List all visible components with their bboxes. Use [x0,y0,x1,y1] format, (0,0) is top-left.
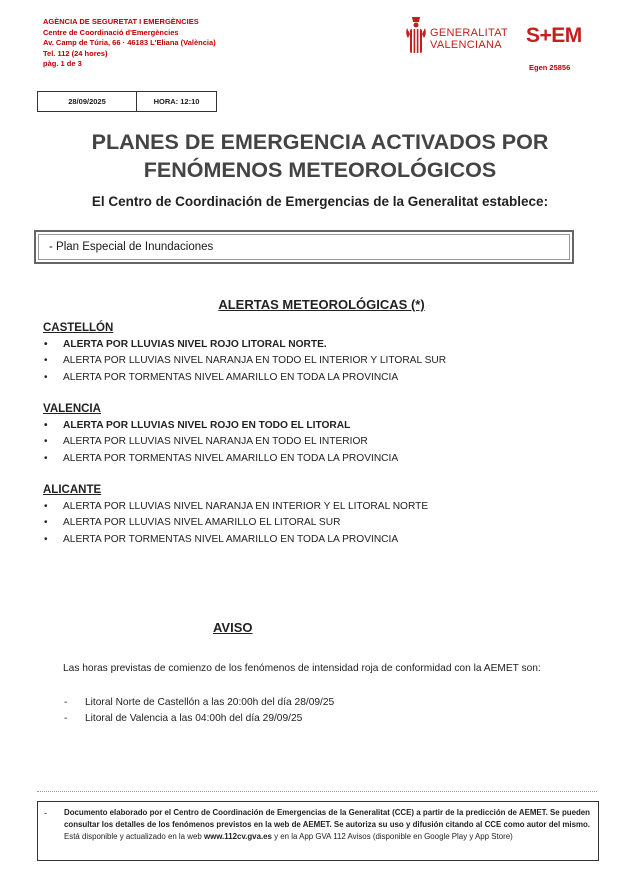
list-item: • ALERTA POR TORMENTAS NIVEL AMARILLO EN TODA LA PROVINCIA [43,451,398,467]
generalitat-emblem-icon [405,17,427,57]
agency-address: Av. Camp de Túria, 66 · 46183 L'Eliana (València) [43,38,216,47]
generalitat-logo [430,27,508,51]
agency-name: AGÈNCIA DE SEGURETAT I EMERGÈNCIES [43,17,199,26]
plan-text: - Plan Especial de Inundaciones [38,234,570,260]
list-item: • ALERTA POR LLUVIAS NIVEL ROJO EN TODO EL LITORAL [43,418,398,434]
footer-part-3: y en la App GVA 112 Avisos (disponible en Google Play y App Store) [271,832,513,841]
subtitle: El Centro de Coordinación de Emergencias de la Generalitat establece: [91,194,549,209]
castellon-alert-list [43,337,446,386]
footer-text [64,807,590,843]
region-castellon: CASTELLÓN [43,322,114,334]
alerts-heading: ALERTAS METEOROLÓGICAS (*) [218,297,425,312]
sem-logo: S+EM [526,24,582,47]
footer-website-link[interactable]: www.112cv.gva.es [203,832,272,841]
page-title [60,128,580,184]
agency-phone: Tel. 112 (24 hores) [43,48,108,58]
title-line-1: PLANES DE EMERGENCIA ACTIVADOS POR [91,130,549,154]
date-time-box [37,91,217,112]
list-item: • ALERTA POR TORMENTAS NIVEL AMARILLO EN TODA LA PROVINCIA [43,532,428,548]
region-alicante: ALICANTE [43,484,102,496]
region-valencia: VALENCIA [43,403,101,415]
list-item: • ALERTA POR LLUVIAS NIVEL NARANJA EN INTERIOR Y EL LITORAL NORTE [43,499,428,515]
gv-line2: VALENCIANA [430,39,502,51]
list-item: • ALERTA POR LLUVIAS NIVEL AMARILLO EL LITORAL SUR [43,515,428,531]
footer-note [37,801,599,861]
list-item: • ALERTA POR LLUVIAS NIVEL NARANJA EN TODO EL INTERIOR [43,434,398,450]
gv-line1: GENERALITAT [430,27,509,39]
alicante-alert-list [43,499,428,548]
divider [37,791,597,792]
aviso-heading: AVISO [213,620,253,635]
footer-dash: - [44,808,47,818]
footer-part-2: Está disponible y actualizado en la web [64,832,204,841]
date-cell: 28/09/2025 [38,92,137,111]
list-item: - Litoral Norte de Castellón a las 20:00h del día 28/09/25 [63,695,334,711]
egen-code: Egen 25856 [529,63,571,72]
list-item: - Litoral de Valencia a las 04:00h del día 29/09/25 [63,711,334,727]
aviso-times-list [63,695,334,726]
agency-header [43,17,216,70]
title-line-2: FENÓMENOS METEOROLÓGICOS [143,158,497,182]
agency-center: Centre de Coordinació d'Emergències [43,27,179,37]
aviso-text: Las horas previstas de comienzo de los fenómenos de intensidad roja de conformidad con la AEMET son: [63,663,541,674]
list-item: • ALERTA POR TORMENTAS NIVEL AMARILLO EN TODA LA PROVINCIA [43,370,446,386]
plan-box [34,230,574,264]
footer-part-1: Documento elaborado por el Centro de Coordinación de Emergencias de la Generalitat (CCE) a partir de la predicción de AEMET. Se pueden consultar los detalles de los fenómenos previstos en la web de AEMET. Se autoriza su uso y difusión citando al CCE como autor del mismo. [64,808,590,829]
page-indicator: pàg. 1 de 3 [43,59,82,68]
time-cell: HORA: 12:10 [153,97,200,106]
list-item: • ALERTA POR LLUVIAS NIVEL ROJO LITORAL NORTE. [43,337,446,353]
list-item: • ALERTA POR LLUVIAS NIVEL NARANJA EN TODO EL INTERIOR Y LITORAL SUR [43,353,446,369]
valencia-alert-list [43,418,398,467]
